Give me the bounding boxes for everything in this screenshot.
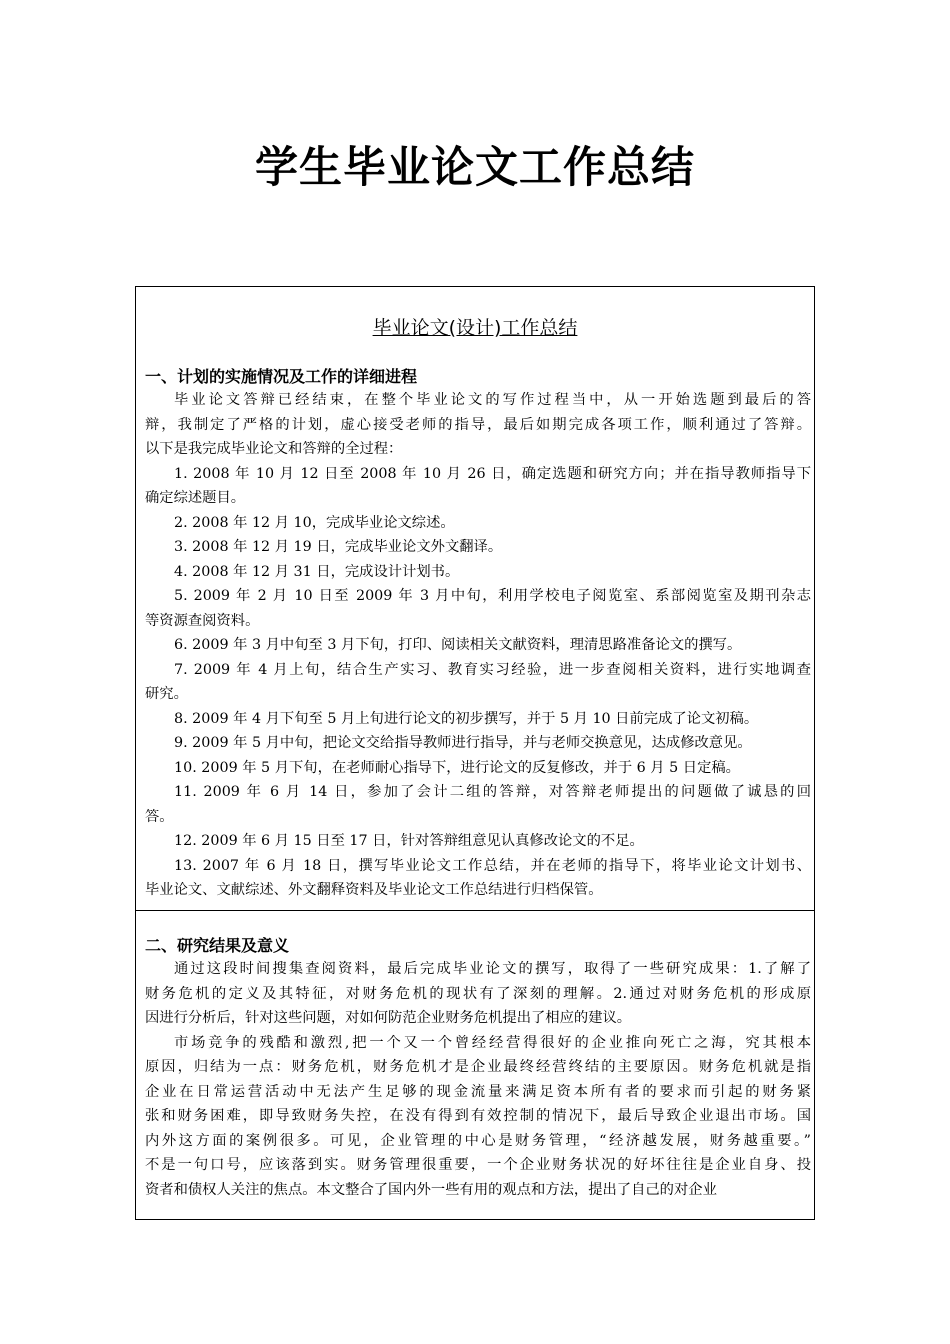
- text-line: 企业在日常运营活动中无法产生足够的现金流量来满足资本所有者的要求而引起的财务紧: [145, 1083, 811, 1100]
- text-line: 通过这段时间搜集查阅资料，最后完成毕业论文的撰写，取得了一些研究成果：1.了解了: [174, 961, 811, 977]
- page-title: 学生毕业论文工作总结: [255, 143, 695, 193]
- text-line: 确定综述题目。: [145, 490, 246, 506]
- text-line: 6. 2009 年 3 月中旬至 3 月下旬，打印、阅读相关文献资料，理清思路准备论文的撰写。: [174, 637, 742, 653]
- text-line: 辩，我制定了严格的计划，虚心接受老师的指导，最后如期完成各项工作，顺利通过了答辩。: [145, 416, 811, 433]
- text-line: 因进行分析后，针对这些问题，对如何防范企业财务危机提出了相应的建议。: [145, 1010, 632, 1026]
- text-line: 1. 2008 年 10 月 12 日至 2008 年 10 月 26 日，确定选题和研究方向；并在指导教师指导下: [174, 465, 811, 482]
- section2-heading: 二、研究结果及意义: [145, 936, 290, 955]
- progress-item: [145, 560, 811, 585]
- progress-item: [145, 633, 811, 658]
- text-line: 市场竞争的残酷和激烈,把一个又一个曾经经营得很好的企业推向死亡之海，究其根本: [174, 1034, 811, 1051]
- text-line: 4. 2008 年 12 月 31 日，完成设计计划书。: [174, 563, 460, 580]
- text-line: 12. 2009 年 6 月 15 日至 17 日，针对答辩组意见认真修改论文的不足。: [174, 833, 644, 849]
- text-line: 答。: [145, 808, 174, 825]
- text-line: 毕业论文答辩已经结束，在整个毕业论文的写作过程当中，从一开始选题到最后的答: [174, 392, 811, 408]
- text-line: 等资源查阅资料。: [145, 612, 260, 629]
- progress-item: [145, 829, 811, 854]
- progress-item: [145, 707, 811, 732]
- section-divider: [136, 910, 814, 911]
- text-line: 毕业论文、文献综述、外文翻释资料及毕业论文工作总结进行归档保管。: [145, 882, 603, 898]
- text-line: 以下是我完成毕业论文和答辩的全过程：: [145, 441, 403, 457]
- text-line: 13. 2007 年 6 月 18 日，撰写毕业论文工作总结，并在老师的指导下，将毕业论文计划书、: [174, 857, 811, 874]
- progress-item: [145, 658, 811, 707]
- section1-intro: [145, 388, 811, 462]
- text-line: 原因，归结为一点：财务危机，财务危机才是企业最终经营终结的主要原因。财务危机就是指: [145, 1059, 811, 1075]
- summary-table: [135, 286, 815, 1220]
- section2-paragraph: [145, 1031, 811, 1203]
- text-line: 5. 2009 年 2 月 10 日至 2009 年 3 月中旬，利用学校电子阅览室、系部阅览室及期刊杂志: [174, 588, 811, 604]
- progress-item: [145, 535, 811, 560]
- progress-item: [145, 584, 811, 633]
- text-line: 资者和债权人关注的焦点。本文整合了国内外一些有用的观点和方法，提出了自己的对企业: [145, 1181, 717, 1198]
- text-line: 2. 2008 年 12 月 10，完成毕业论文综述。: [174, 514, 455, 531]
- text-line: 财务危机的定义及其特征，对财务危机的现状有了深刻的理解。2.通过对财务危机的形成原: [145, 985, 811, 1002]
- text-line: 研究。: [145, 686, 188, 702]
- text-line: 3. 2008 年 12 月 19 日，完成毕业论文外文翻译。: [174, 539, 503, 555]
- progress-item: [145, 731, 811, 756]
- progress-item: [145, 462, 811, 511]
- text-line: 9. 2009 年 5 月中旬，把论文交给指导教师进行指导，并与老师交换意见，达成修改意见。: [174, 735, 752, 751]
- progress-item: [145, 854, 811, 903]
- box-title: 毕业论文(设计)工作总结: [372, 317, 578, 339]
- text-line: 7. 2009 年 4 月上旬，结合生产实习、教育实习经验，进一步查阅相关资料，进行实地调查: [174, 661, 811, 678]
- text-line: 不是一句口号，应该落到实。财务管理很重要，一个企业财务状况的好坏往往是企业自身、投: [145, 1157, 811, 1173]
- section2-paragraph: [145, 957, 811, 1031]
- text-line: 张和财务困难，即导致财务失控，在没有得到有效控制的情况下，最后导致企业退出市场。国: [145, 1108, 811, 1124]
- section1-heading: 一、计划的实施情况及工作的详细进程: [145, 367, 418, 386]
- text-line: 内外这方面的案例很多。可见，企业管理的中心是财务管理，“经济越发展，财务越重要。”: [145, 1132, 811, 1149]
- text-line: 11. 2009 年 6 月 14 日，参加了会计二组的答辩，对答辩老师提出的问题做了诚恳的回: [174, 784, 811, 800]
- text-line: 8. 2009 年 4 月下旬至 5 月上旬进行论文的初步撰写，并于 5 月 10 日前完成了论文初稿。: [174, 710, 759, 727]
- progress-item: [145, 511, 811, 536]
- progress-item: [145, 756, 811, 781]
- text-line: 10. 2009 年 5 月下旬，在老师耐心指导下，进行论文的反复修改，并于 6 月 5 日定稿。: [174, 759, 740, 776]
- progress-item: [145, 780, 811, 829]
